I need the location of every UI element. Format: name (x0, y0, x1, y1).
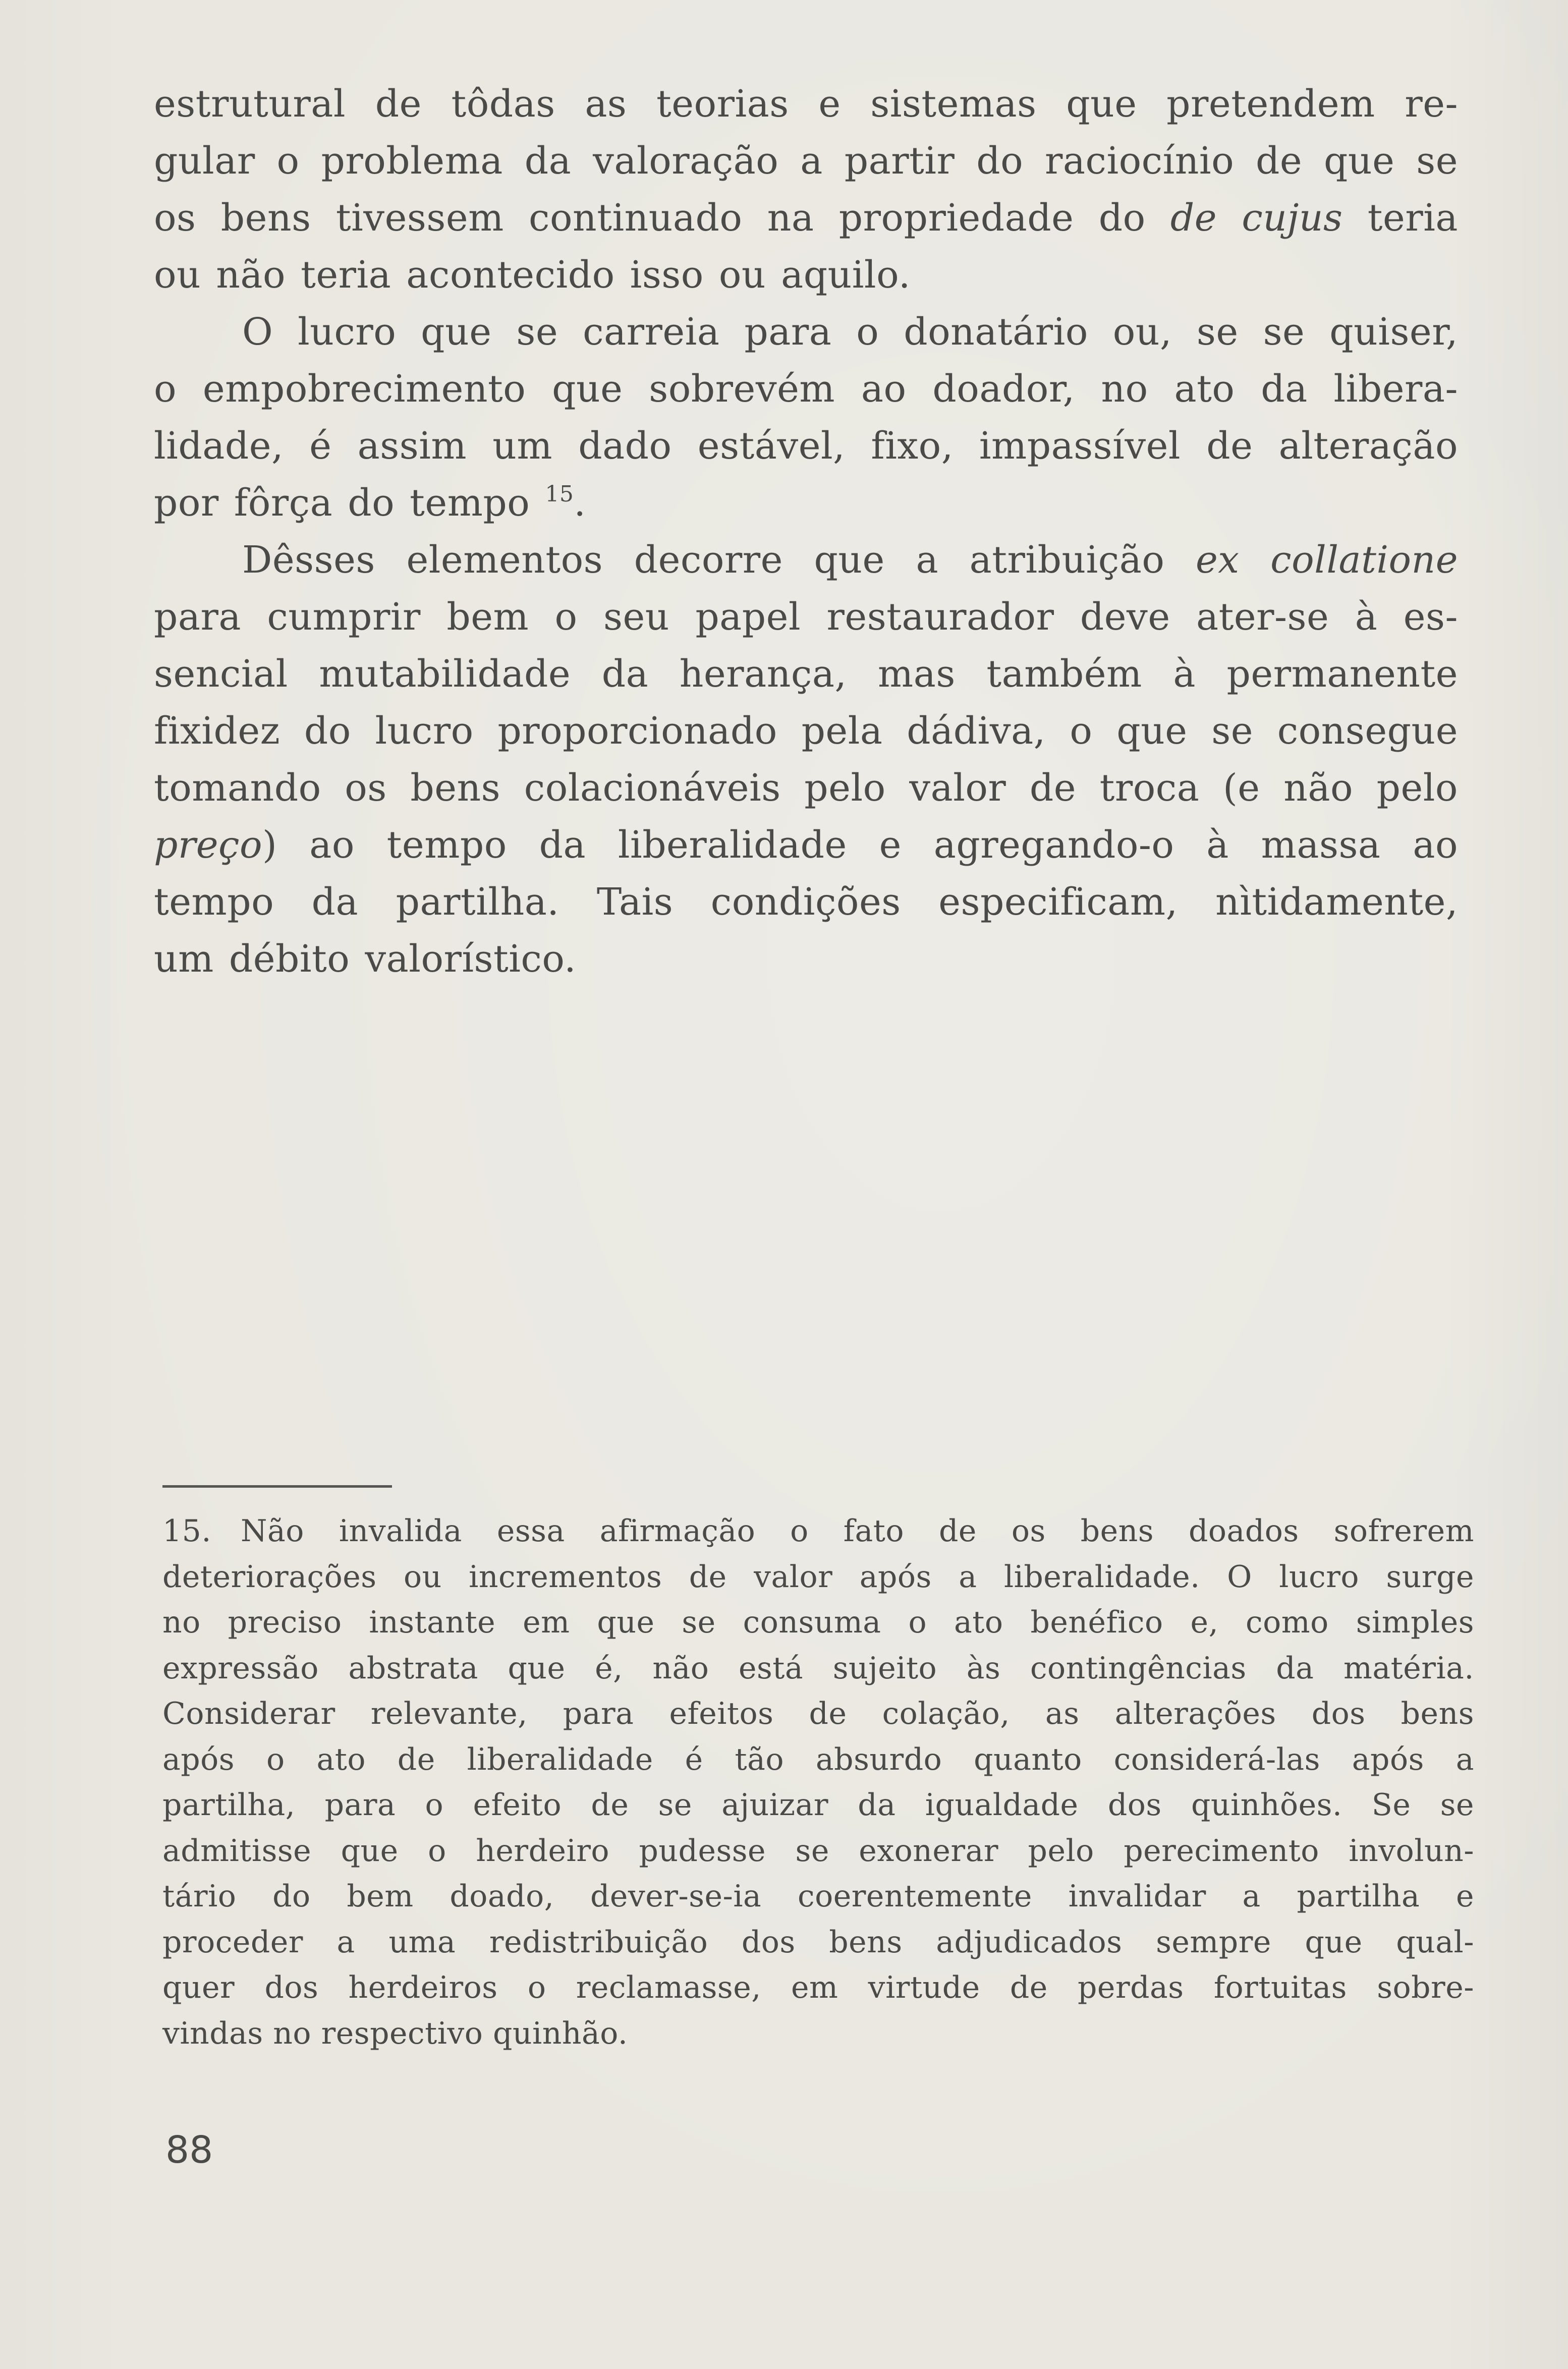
footnote-line: no preciso instante em que se consuma o ato benéfico e, como simples (162, 1605, 1474, 1640)
text-line: para cumprir bem o seu papel restaurador deve ater-se à es- (154, 595, 1458, 639)
footnote-line: após o ato de liberalidade é tão absurdo quanto considerá-las após a (162, 1741, 1474, 1777)
text-line: o empobrecimento que sobrevém ao doador, no ato da libera- (154, 367, 1458, 411)
text-fragment: por fôrça do tempo (154, 481, 530, 525)
footnote-reference[interactable]: 15 (545, 481, 574, 507)
footnote-line: partilha, para o efeito de se ajuizar da igualdade dos quinhões. Se se (162, 1787, 1474, 1823)
text-line: tempo da partilha. Tais condições especificam, nìtidamente, (154, 880, 1458, 924)
page-number: 88 (165, 2128, 213, 2172)
paragraph-3 (154, 532, 1458, 988)
footnote-15 (162, 1508, 1474, 2056)
footnote-text: Não invalida essa afirmação o fato de os bens doados sofrerem (241, 1513, 1474, 1549)
punctuation: . (574, 481, 586, 525)
footnote-line: deteriorações ou incrementos de valor após a liberalidade. O lucro surge (162, 1559, 1474, 1595)
footnote-separator (162, 1485, 392, 1488)
text-line: os bens tivessem continuado na propriedade do de cujus teria (154, 196, 1458, 240)
paragraph-2 (154, 304, 1458, 532)
text-line: O lucro que se carreia para o donatário ou, se se quiser, (242, 310, 1458, 354)
italic-term: ex collatione (1196, 538, 1459, 582)
text-line: gular o problema da valoração a partir do raciocínio de que se (154, 139, 1458, 183)
text-line: Dêsses elementos decorre que a atribuição ex collatione (242, 538, 1459, 582)
footnote-line: tário do bem doado, dever-se-ia coerentemente invalidar a partilha e (162, 1879, 1474, 1914)
text-line (154, 475, 1458, 532)
footnote-line (162, 1508, 1474, 1554)
text-line: preço) ao tempo da liberalidade e agregando-o à massa ao (154, 823, 1458, 867)
text-line: ou não teria acontecido isso ou aquilo. (154, 253, 911, 297)
footnote-line: admitisse que o herdeiro pudesse se exonerar pelo perecimento involun- (162, 1833, 1474, 1869)
footnote-line: vindas no respectivo quinhão. (162, 2015, 628, 2051)
body-text (154, 76, 1458, 988)
footnote-number: 15. (162, 1513, 211, 1549)
footnotes (162, 1508, 1474, 2056)
text-line: sencial mutabilidade da herança, mas também à permanente (154, 652, 1458, 696)
italic-term: preço (154, 823, 263, 867)
text-line: lidade, é assim um dado estável, fixo, impassível de alteração (154, 424, 1458, 468)
text-line: um débito valorístico. (154, 937, 577, 981)
footnote-line: proceder a uma redistribuição dos bens adjudicados sempre que qual- (162, 1924, 1474, 1960)
footnote-line: Considerar relevante, para efeitos de colação, as alterações dos bens (162, 1696, 1474, 1731)
footnote-line: quer dos herdeiros o reclamasse, em virtude de perdas fortuitas sobre- (162, 1970, 1474, 2005)
text-line: estrutural de tôdas as teorias e sistemas que pretendem re- (154, 82, 1458, 126)
text-line: fixidez do lucro proporcionado pela dádiva, o que se consegue (154, 709, 1458, 753)
paragraph-1 (154, 76, 1458, 304)
footnote-line: expressão abstrata que é, não está sujeito às contingências da matéria. (162, 1650, 1474, 1686)
text-line: tomando os bens colacionáveis pelo valor de troca (e não pelo (154, 766, 1458, 810)
italic-term: de cujus (1170, 196, 1343, 240)
